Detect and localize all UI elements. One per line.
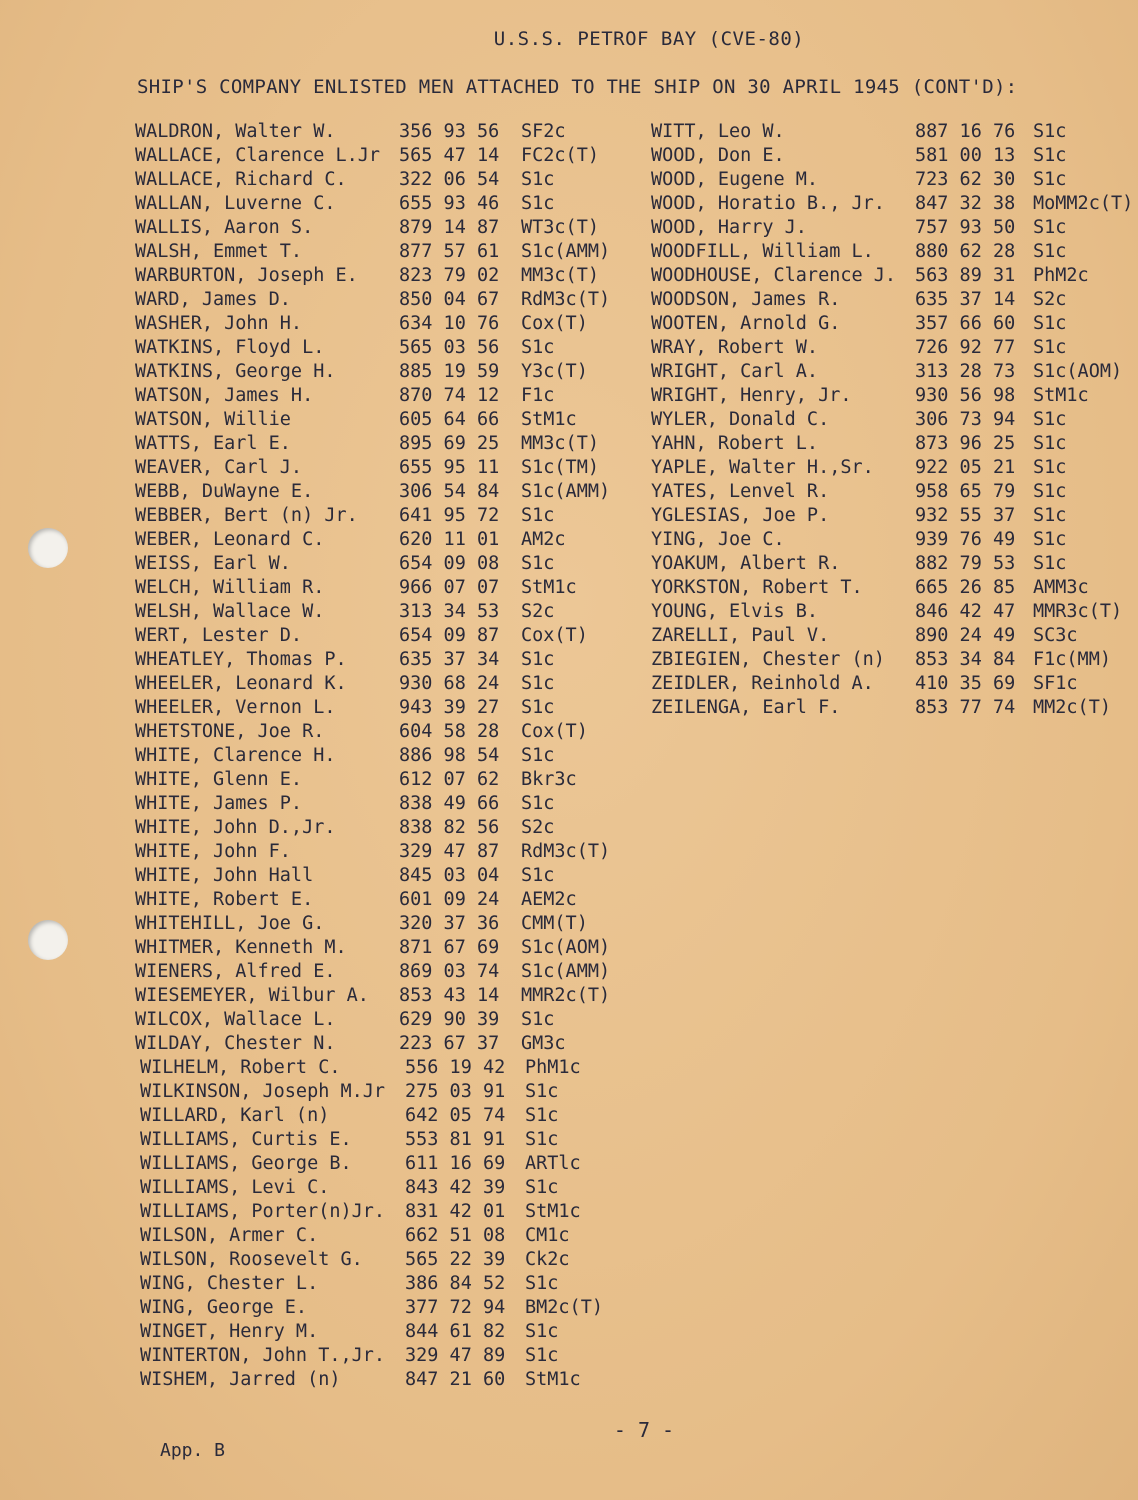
sailor-name: YAHN, Robert L. — [651, 433, 819, 454]
sailor-name: WALLAN, Luverne C. — [135, 193, 336, 214]
service-number: 895 69 25 — [399, 433, 500, 454]
sailor-name: WILLIAMS, George B. — [140, 1153, 352, 1174]
sailor-name: WHEELER, Leonard K. — [135, 673, 347, 694]
service-number: 377 72 94 — [405, 1297, 506, 1318]
service-number: 726 92 77 — [915, 337, 1016, 358]
rate: Y3c(T) — [521, 361, 588, 382]
rate: CM1c — [525, 1225, 570, 1246]
service-number: 853 43 14 — [399, 985, 500, 1006]
rate: S1c — [1033, 217, 1067, 238]
sailor-name: WILKINSON, Joseph M.Jr — [140, 1081, 386, 1102]
service-number: 966 07 07 — [399, 577, 500, 598]
service-number: 723 62 30 — [915, 169, 1016, 190]
service-number: 869 03 74 — [399, 961, 500, 982]
sailor-name: WHITE, Clarence H. — [135, 745, 336, 766]
rate: StM1c — [521, 577, 577, 598]
sailor-name: WHITE, John F. — [135, 841, 291, 862]
sailor-name: WILSON, Roosevelt G. — [140, 1249, 363, 1270]
rate: S1c — [521, 697, 555, 718]
rate: MM3c(T) — [521, 433, 599, 454]
appendix-label: App. B — [160, 1440, 226, 1461]
sailor-name: WILSON, Armer C. — [140, 1225, 319, 1246]
sailor-name: WATSON, James H. — [135, 385, 314, 406]
document-subtitle: SHIP'S COMPANY ENLISTED MEN ATTACHED TO THE SHIP ON 30 APRIL 1945 (CONT'D): — [137, 76, 1018, 98]
rate: S1c — [525, 1345, 559, 1366]
sailor-name: ZBIEGIEN, Chester (n) — [651, 649, 885, 670]
service-number: 306 54 84 — [399, 481, 500, 502]
service-number: 844 61 82 — [405, 1321, 506, 1342]
service-number: 890 24 49 — [915, 625, 1016, 646]
service-number: 654 09 87 — [399, 625, 500, 646]
service-number: 943 39 27 — [399, 697, 500, 718]
service-number: 850 04 67 — [399, 289, 500, 310]
service-number: 871 67 69 — [399, 937, 500, 958]
service-number: 356 93 56 — [399, 121, 500, 142]
sailor-name: WHEELER, Vernon L. — [135, 697, 336, 718]
sailor-name: WRIGHT, Carl A. — [651, 361, 819, 382]
sailor-name: WYLER, Donald C. — [651, 409, 830, 430]
service-number: 879 14 87 — [399, 217, 500, 238]
rate: S1c — [1033, 121, 1067, 142]
rate: StM1c — [521, 409, 577, 430]
rate: S1c — [521, 649, 555, 670]
rate: SF2c — [521, 121, 566, 142]
service-number: 581 00 13 — [915, 145, 1016, 166]
service-number: 611 16 69 — [405, 1153, 506, 1174]
rate: S1c(AMM) — [521, 241, 611, 262]
rate: Bkr3c — [521, 769, 577, 790]
service-number: 553 81 91 — [405, 1129, 506, 1150]
sailor-name: WISHEM, Jarred (n) — [140, 1369, 341, 1390]
rate: S1c(AOM) — [521, 937, 611, 958]
service-number: 847 21 60 — [405, 1369, 506, 1390]
rate: S1c — [525, 1081, 559, 1102]
sailor-name: WARBURTON, Joseph E. — [135, 265, 358, 286]
document-title: U.S.S. PETROF BAY (CVE-80) — [493, 28, 805, 50]
rate: S1c — [1033, 409, 1067, 430]
rate: StM1c — [525, 1369, 581, 1390]
rate: Cox(T) — [521, 313, 588, 334]
sailor-name: WELCH, William R. — [135, 577, 325, 598]
rate: FC2c(T) — [521, 145, 599, 166]
service-number: 641 95 72 — [399, 505, 500, 526]
rate: S1c — [1033, 169, 1067, 190]
rate: PhM2c — [1033, 265, 1089, 286]
service-number: 635 37 34 — [399, 649, 500, 670]
service-number: 322 06 54 — [399, 169, 500, 190]
service-number: 654 09 08 — [399, 553, 500, 574]
rate: AMM3c — [1033, 577, 1089, 598]
service-number: 313 28 73 — [915, 361, 1016, 382]
service-number: 329 47 87 — [399, 841, 500, 862]
sailor-name: WRAY, Robert W. — [651, 337, 819, 358]
rate: MoMM2c(T) — [1033, 193, 1134, 214]
rate: S1c — [521, 169, 555, 190]
rate: S1c — [525, 1177, 559, 1198]
rate: AM2c — [521, 529, 566, 550]
service-number: 885 19 59 — [399, 361, 500, 382]
service-number: 843 42 39 — [405, 1177, 506, 1198]
sailor-name: YATES, Lenvel R. — [651, 481, 830, 502]
rate: S1c — [1033, 313, 1067, 334]
service-number: 838 49 66 — [399, 793, 500, 814]
service-number: 880 62 28 — [915, 241, 1016, 262]
service-number: 320 37 36 — [399, 913, 500, 934]
rate: S1c — [521, 337, 555, 358]
service-number: 634 10 76 — [399, 313, 500, 334]
sailor-name: WOOD, Don E. — [651, 145, 785, 166]
service-number: 357 66 60 — [915, 313, 1016, 334]
service-number: 932 55 37 — [915, 505, 1016, 526]
sailor-name: WHITE, John D.,Jr. — [135, 817, 336, 838]
sailor-name: WILHELM, Robert C. — [140, 1057, 341, 1078]
sailor-name: ZARELLI, Paul V. — [651, 625, 830, 646]
sailor-name: WALSH, Emmet T. — [135, 241, 303, 262]
rate: S1c — [1033, 481, 1067, 502]
sailor-name: WHITE, Robert E. — [135, 889, 314, 910]
sailor-name: YGLESIAS, Joe P. — [651, 505, 830, 526]
service-number: 870 74 12 — [399, 385, 500, 406]
service-number: 563 89 31 — [915, 265, 1016, 286]
sailor-name: WEISS, Earl W. — [135, 553, 291, 574]
sailor-name: WOOD, Horatio B., Jr. — [651, 193, 885, 214]
service-number: 853 34 84 — [915, 649, 1016, 670]
service-number: 605 64 66 — [399, 409, 500, 430]
sailor-name: WALLACE, Richard C. — [135, 169, 347, 190]
service-number: 922 05 21 — [915, 457, 1016, 478]
service-number: 655 95 11 — [399, 457, 500, 478]
rate: S1c — [521, 793, 555, 814]
rate: S1c — [521, 865, 555, 886]
rate: Cox(T) — [521, 625, 588, 646]
rate: S1c — [1033, 433, 1067, 454]
sailor-name: WERT, Lester D. — [135, 625, 303, 646]
rate: S1c — [521, 193, 555, 214]
service-number: 823 79 02 — [399, 265, 500, 286]
sailor-name: ZEIDLER, Reinhold A. — [651, 673, 874, 694]
sailor-name: WOODFILL, William L. — [651, 241, 874, 262]
service-number: 635 37 14 — [915, 289, 1016, 310]
rate: S2c — [521, 817, 555, 838]
service-number: 386 84 52 — [405, 1273, 506, 1294]
sailor-name: WIENERS, Alfred E. — [135, 961, 336, 982]
sailor-name: WING, George E. — [140, 1297, 308, 1318]
sailor-name: WHETSTONE, Joe R. — [135, 721, 325, 742]
rate: S1c(AMM) — [521, 481, 611, 502]
service-number: 831 42 01 — [405, 1201, 506, 1222]
sailor-name: WEBER, Leonard C. — [135, 529, 325, 550]
rate: RdM3c(T) — [521, 289, 611, 310]
rate: S1c — [1033, 241, 1067, 262]
service-number: 275 03 91 — [405, 1081, 506, 1102]
rate: S1c — [521, 673, 555, 694]
sailor-name: WHITE, Glenn E. — [135, 769, 303, 790]
service-number: 329 47 89 — [405, 1345, 506, 1366]
sailor-name: WHITE, John Hall — [135, 865, 314, 886]
sailor-name: WOODHOUSE, Clarence J. — [651, 265, 897, 286]
sailor-name: WEAVER, Carl J. — [135, 457, 303, 478]
sailor-name: ZEILENGA, Earl F. — [651, 697, 841, 718]
rate: S1c(AMM) — [521, 961, 611, 982]
sailor-name: WHITEHILL, Joe G. — [135, 913, 325, 934]
rate: MMR3c(T) — [1033, 601, 1123, 622]
service-number: 757 93 50 — [915, 217, 1016, 238]
rate: RdM3c(T) — [521, 841, 611, 862]
service-number: 665 26 85 — [915, 577, 1016, 598]
service-number: 410 35 69 — [915, 673, 1016, 694]
page-number: - 7 - — [613, 1418, 675, 1442]
rate: WT3c(T) — [521, 217, 599, 238]
rate: MM3c(T) — [521, 265, 599, 286]
service-number: 838 82 56 — [399, 817, 500, 838]
sailor-name: WALLIS, Aaron S. — [135, 217, 314, 238]
rate: S1c — [525, 1129, 559, 1150]
service-number: 565 22 39 — [405, 1249, 506, 1270]
sailor-name: WILLIAMS, Levi C. — [140, 1177, 330, 1198]
service-number: 601 09 24 — [399, 889, 500, 910]
sailor-name: WING, Chester L. — [140, 1273, 319, 1294]
punch-hole — [28, 920, 68, 960]
sailor-name: WELSH, Wallace W. — [135, 601, 325, 622]
rate: S1c — [1033, 457, 1067, 478]
sailor-name: WOODSON, James R. — [651, 289, 841, 310]
sailor-name: WEBBER, Bert (n) Jr. — [135, 505, 358, 526]
rate: StM1c — [525, 1201, 581, 1222]
rate: S1c — [525, 1273, 559, 1294]
sailor-name: WILLARD, Karl (n) — [140, 1105, 330, 1126]
sailor-name: YAPLE, Walter H.,Sr. — [651, 457, 874, 478]
service-number: 642 05 74 — [405, 1105, 506, 1126]
sailor-name: WILCOX, Wallace L. — [135, 1009, 336, 1030]
service-number: 958 65 79 — [915, 481, 1016, 502]
service-number: 887 16 76 — [915, 121, 1016, 142]
sailor-name: WRIGHT, Henry, Jr. — [651, 385, 852, 406]
sailor-name: WATSON, Willie — [135, 409, 291, 430]
sailor-name: WINGET, Henry M. — [140, 1321, 319, 1342]
service-number: 655 93 46 — [399, 193, 500, 214]
service-number: 847 32 38 — [915, 193, 1016, 214]
rate: ARTlc — [525, 1153, 581, 1174]
service-number: 662 51 08 — [405, 1225, 506, 1246]
service-number: 939 76 49 — [915, 529, 1016, 550]
rate: S2c — [521, 601, 555, 622]
service-number: 846 42 47 — [915, 601, 1016, 622]
sailor-name: WHEATLEY, Thomas P. — [135, 649, 347, 670]
sailor-name: WATKINS, George H. — [135, 361, 336, 382]
service-number: 565 47 14 — [399, 145, 500, 166]
service-number: 629 90 39 — [399, 1009, 500, 1030]
rate: S1c — [521, 745, 555, 766]
sailor-name: WHITMER, Kenneth M. — [135, 937, 347, 958]
rate: SC3c — [1033, 625, 1078, 646]
rate: S1c — [1033, 505, 1067, 526]
service-number: 873 96 25 — [915, 433, 1016, 454]
sailor-name: WATKINS, Floyd L. — [135, 337, 325, 358]
rate: S1c(AOM) — [1033, 361, 1123, 382]
service-number: 556 19 42 — [405, 1057, 506, 1078]
rate: BM2c(T) — [525, 1297, 603, 1318]
rate: StM1c — [1033, 385, 1089, 406]
sailor-name: WOOD, Harry J. — [651, 217, 807, 238]
service-number: 306 73 94 — [915, 409, 1016, 430]
service-number: 604 58 28 — [399, 721, 500, 742]
sailor-name: YING, Joe C. — [651, 529, 785, 550]
service-number: 930 56 98 — [915, 385, 1016, 406]
sailor-name: YORKSTON, Robert T. — [651, 577, 863, 598]
rate: CMM(T) — [521, 913, 588, 934]
rate: Cox(T) — [521, 721, 588, 742]
sailor-name: WASHER, John H. — [135, 313, 303, 334]
service-number: 565 03 56 — [399, 337, 500, 358]
sailor-name: WATTS, Earl E. — [135, 433, 291, 454]
rate: GM3c — [521, 1033, 566, 1054]
sailor-name: WIESEMEYER, Wilbur A. — [135, 985, 369, 1006]
sailor-name: WALDRON, Walter W. — [135, 121, 336, 142]
rate: SF1c — [1033, 673, 1078, 694]
rate: S1c — [1033, 553, 1067, 574]
sailor-name: WARD, James D. — [135, 289, 291, 310]
sailor-name: YOUNG, Elvis B. — [651, 601, 819, 622]
service-number: 877 57 61 — [399, 241, 500, 262]
rate: MM2c(T) — [1033, 697, 1111, 718]
sailor-name: WINTERTON, John T.,Jr. — [140, 1345, 386, 1366]
rate: S1c — [521, 1009, 555, 1030]
rate: S1c — [525, 1105, 559, 1126]
sailor-name: WILLIAMS, Porter(n)Jr. — [140, 1201, 386, 1222]
rate: S1c — [521, 553, 555, 574]
rate: S1c — [525, 1321, 559, 1342]
service-number: 853 77 74 — [915, 697, 1016, 718]
service-number: 620 11 01 — [399, 529, 500, 550]
service-number: 612 07 62 — [399, 769, 500, 790]
rate: AEM2c — [521, 889, 577, 910]
service-number: 313 34 53 — [399, 601, 500, 622]
service-number: 845 03 04 — [399, 865, 500, 886]
rate: S1c — [521, 505, 555, 526]
sailor-name: WOOD, Eugene M. — [651, 169, 819, 190]
punch-hole — [28, 528, 68, 568]
rate: S1c — [1033, 145, 1067, 166]
sailor-name: WOOTEN, Arnold G. — [651, 313, 841, 334]
sailor-name: WILLIAMS, Curtis E. — [140, 1129, 352, 1150]
service-number: 886 98 54 — [399, 745, 500, 766]
rate: S1c(TM) — [521, 457, 599, 478]
rate: S1c — [1033, 529, 1067, 550]
sailor-name: WALLACE, Clarence L.Jr — [135, 145, 381, 166]
sailor-name: WHITE, James P. — [135, 793, 303, 814]
rate: F1c(MM) — [1033, 649, 1111, 670]
service-number: 930 68 24 — [399, 673, 500, 694]
rate: F1c — [521, 385, 555, 406]
service-number: 882 79 53 — [915, 553, 1016, 574]
rate: S1c — [1033, 337, 1067, 358]
service-number: 223 67 37 — [399, 1033, 500, 1054]
sailor-name: YOAKUM, Albert R. — [651, 553, 841, 574]
rate: Ck2c — [525, 1249, 570, 1270]
sailor-name: WEBB, DuWayne E. — [135, 481, 314, 502]
rate: S2c — [1033, 289, 1067, 310]
sailor-name: WILDAY, Chester N. — [135, 1033, 336, 1054]
sailor-name: WITT, Leo W. — [651, 121, 785, 142]
rate: MMR2c(T) — [521, 985, 611, 1006]
rate: PhM1c — [525, 1057, 581, 1078]
